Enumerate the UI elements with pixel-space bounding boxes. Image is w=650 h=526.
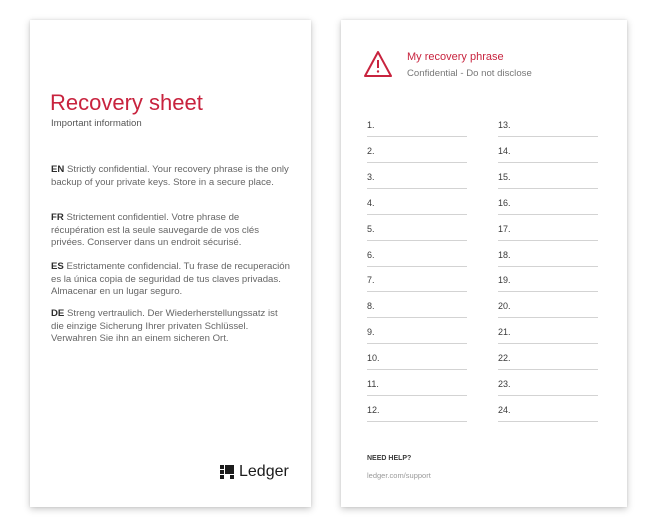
word-number: 4. [367, 197, 375, 208]
recovery-sheet-title: Recovery sheet [50, 90, 203, 115]
word-number: 9. [367, 327, 375, 338]
word-slot-5 [367, 224, 467, 241]
word-number: 15. [498, 171, 511, 182]
word-slot-3 [367, 172, 467, 189]
language-block-en [51, 164, 291, 189]
word-slot-8 [367, 301, 467, 318]
recovery-phrase-title: My recovery phrase [407, 51, 504, 63]
warning-triangle-icon [363, 50, 393, 78]
language-block-de [51, 308, 291, 346]
word-slot-4 [367, 198, 467, 215]
word-number: 7. [367, 275, 375, 286]
word-number: 8. [367, 301, 375, 312]
language-text: Strictement confidentiel. Votre phrase de récupération est la seule sauvegarde de vos clés privées. Conserver dans un endroit sécurisé. [51, 212, 259, 249]
word-number: 1. [367, 120, 375, 130]
word-slot-11 [367, 379, 467, 396]
word-slot-14 [498, 146, 598, 163]
language-text: Strictly confidential. Your recovery phrase is the only backup of your private keys. Store in a secure place. [51, 164, 289, 188]
ledger-logo-icon [220, 465, 234, 479]
word-slot-7 [367, 275, 467, 292]
language-code: FR [51, 212, 64, 223]
recovery-phrase-card [341, 20, 627, 507]
word-slot-2 [367, 146, 467, 163]
word-number: 17. [498, 223, 511, 234]
word-number: 14. [498, 145, 511, 156]
language-code: EN [51, 164, 65, 175]
support-link[interactable]: ledger.com/support [367, 471, 431, 480]
word-number: 2. [367, 145, 375, 156]
recovery-sheet-subtitle: Important information [51, 118, 142, 129]
word-number: 3. [367, 171, 375, 182]
ledger-logo-text: Ledger [239, 463, 289, 480]
word-slot-17 [498, 224, 598, 241]
word-slot-10 [367, 353, 467, 370]
word-slot-1 [367, 120, 467, 137]
word-number: 12. [367, 404, 380, 415]
language-text: Streng vertraulich. Der Wiederherstellungssatz ist die einzige Sicherung Ihrer privaten Schlüssel. Verwahren Sie ihn an einem sicheren Ort. [51, 308, 278, 345]
word-number: 21. [498, 327, 511, 338]
help-title: NEED HELP? [367, 455, 412, 462]
word-slot-12 [367, 405, 467, 422]
word-slot-13 [498, 120, 598, 137]
recovery-phrase-subtitle: Confidential - Do not disclose [407, 68, 532, 79]
word-slot-18 [498, 250, 598, 267]
word-slot-15 [498, 172, 598, 189]
word-number: 24. [498, 404, 511, 415]
word-number: 10. [367, 353, 380, 364]
word-slot-22 [498, 353, 598, 370]
word-slot-24 [498, 405, 598, 422]
language-block-fr [51, 212, 291, 250]
word-slot-19 [498, 275, 598, 292]
word-number: 23. [498, 379, 511, 389]
word-number: 22. [498, 353, 511, 364]
word-number: 18. [498, 249, 511, 260]
language-code: DE [51, 308, 65, 319]
language-block-es [51, 261, 291, 299]
word-number: 5. [367, 223, 375, 234]
word-number: 6. [367, 249, 375, 260]
word-slot-6 [367, 250, 467, 267]
word-number: 19. [498, 275, 511, 286]
recovery-sheet-card [30, 20, 311, 507]
word-slot-9 [367, 327, 467, 344]
language-text: Estrictamente confidencial. Tu frase de recuperación es la única copia de seguridad de tus claves privadas. Almacenar en un lugar seguro. [51, 261, 290, 298]
word-slot-20 [498, 301, 598, 318]
word-number: 13. [498, 120, 511, 130]
word-number: 20. [498, 301, 511, 312]
word-slot-16 [498, 198, 598, 215]
word-number: 11. [367, 379, 379, 389]
word-slot-23 [498, 379, 598, 396]
word-slot-21 [498, 327, 598, 344]
ledger-logo [220, 463, 289, 481]
language-code: ES [51, 261, 64, 272]
word-number: 16. [498, 197, 511, 208]
